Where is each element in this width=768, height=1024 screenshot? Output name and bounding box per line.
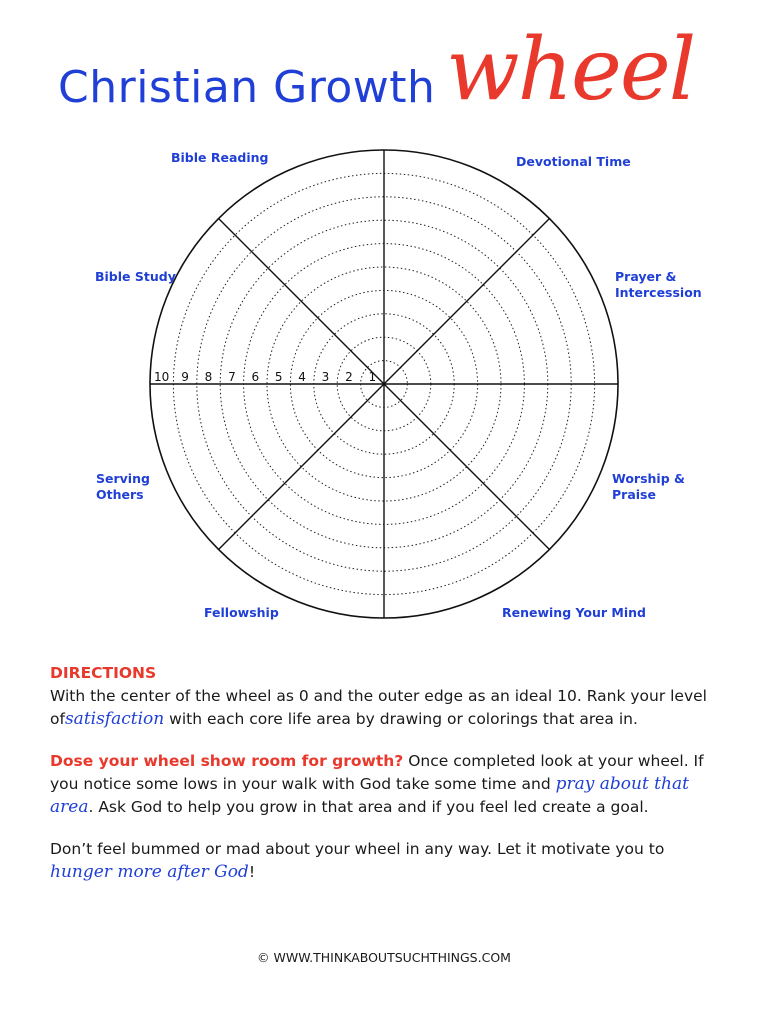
website-footer: © WWW.THINKABOUTSUCHTHINGS.COM — [257, 950, 511, 965]
scale-label-8: 8 — [204, 370, 213, 384]
scale-label-1: 1 — [368, 370, 377, 384]
scale-label-3: 3 — [321, 370, 330, 384]
segment-label-bible-study: Bible Study — [95, 269, 176, 284]
scale-label-10: 10 — [154, 370, 170, 384]
scale-label-5: 5 — [274, 370, 283, 384]
segment-label-renewing-your-mind: Renewing Your Mind — [502, 605, 646, 620]
directions-paragraph-1: With the center of the wheel as 0 and the outer edge as an ideal 10. Rank your level ofsatisfaction with each core life area by drawing or colorings that area in. — [50, 687, 707, 729]
title — [58, 20, 738, 130]
segment-label-fellowship: Fellowship — [204, 605, 279, 620]
scale-label-7: 7 — [228, 370, 236, 384]
segment-label-bible-reading: Bible Reading — [171, 150, 269, 165]
directions — [50, 662, 730, 884]
directions-paragraph-3: Don’t feel bummed or mad about your wheel in any way. Let it motivate you to hunger more after God! — [50, 840, 665, 882]
scale-label-6: 6 — [251, 370, 260, 384]
scale-label-4: 4 — [298, 370, 306, 384]
directions-paragraph-2: Dose your wheel show room for growth? Once completed look at your wheel. If you notice some lows in your walk with God take some time and pray about that area. Ask God to help you grow in that area and if you feel led create a goal. — [50, 752, 704, 817]
scale-label-9: 9 — [181, 370, 189, 384]
page-title: Christian Growth — [58, 62, 436, 113]
growth-wheel — [0, 130, 768, 620]
segment-label-worship-praise: Worship & Praise — [612, 471, 685, 502]
segment-label-devotional-time: Devotional Time — [516, 154, 631, 169]
page-title-script: wheel — [446, 20, 695, 120]
scale-label-2: 2 — [345, 370, 353, 384]
segment-label-serving-others: Serving Others — [96, 471, 150, 502]
directions-heading: DIRECTIONS — [50, 664, 157, 682]
segment-label-prayer-intercession: Prayer & Intercession — [615, 269, 702, 300]
